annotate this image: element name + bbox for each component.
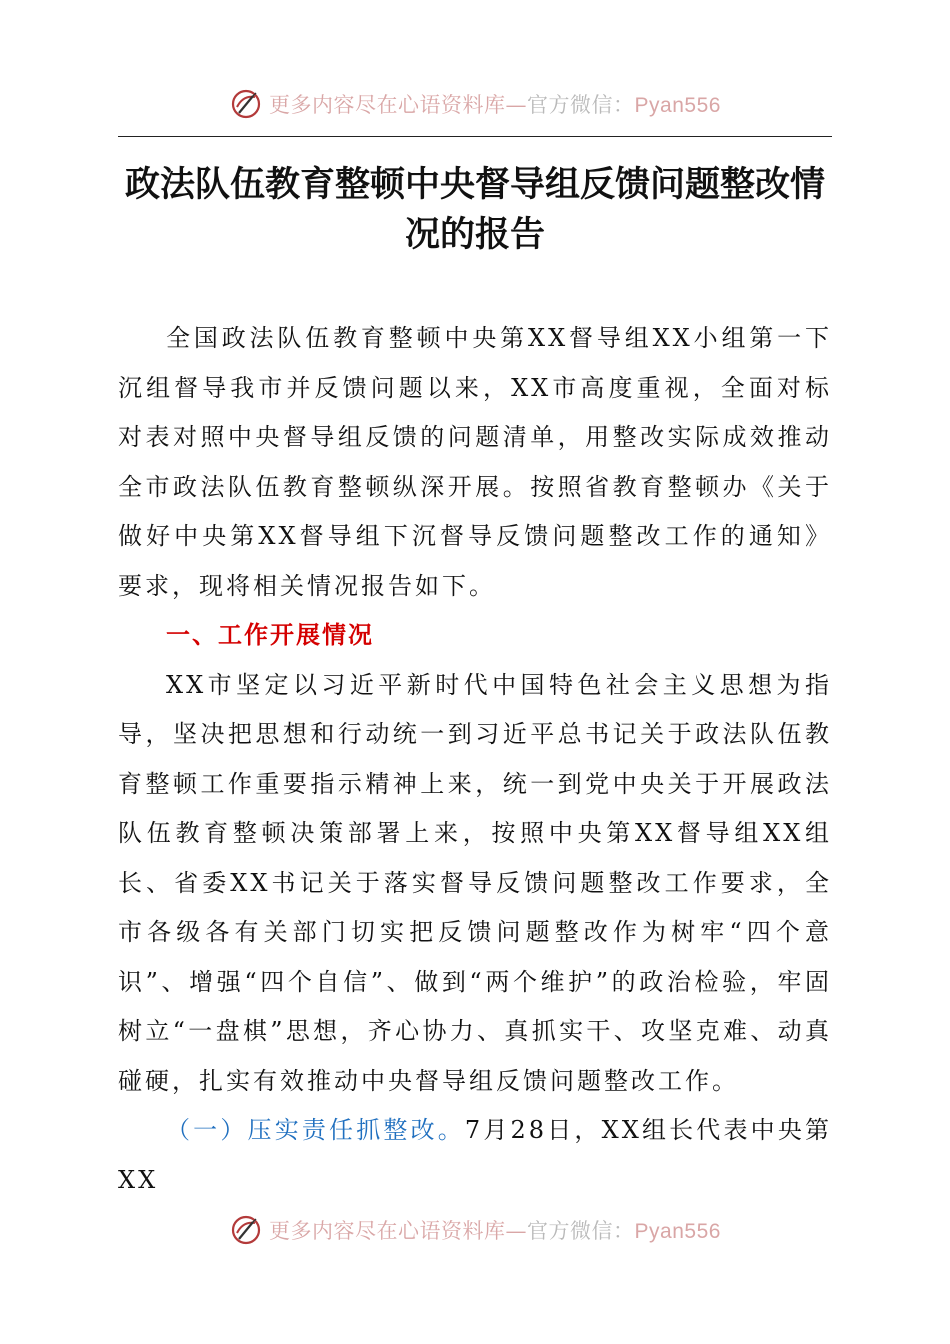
section-heading-1: 一、工作开展情况 [166,621,374,649]
watermark-dash: — [505,1219,528,1243]
watermark-wechat-label: 官方微信： [527,93,635,117]
title-line-2: 况的报告 [404,214,545,255]
watermark-site: 更多内容尽在心语资料库 [269,93,506,117]
title-line-1: 政法队伍教育整顿中央督导组反馈问题整改情 [124,164,825,205]
watermark-wechat-id: Pyan556 [634,1220,721,1243]
subsection-1-text: 7月28日，XX组长代表中央第XX [118,1116,832,1194]
header-divider [118,136,832,137]
watermark-dash: — [505,93,528,117]
watermark-site: 更多内容尽在心语资料库 [269,1219,506,1243]
intro-paragraph: 全国政法队伍教育整顿中央第XX督导组XX小组第一下沉组督导我市并反馈问题以来，XX市高度重视，全面对标对表对照中央督导组反馈的问题清单，用整改实际成效推动全市政法队伍教育整顿纵深开展。按照省教育整顿办《关于做好中央第XX督导组下沉督导反馈问题整改工作的通知》要求，现将相关情况报告如下。 [118,324,832,600]
document-title [118,160,832,260]
watermark-wechat-id: Pyan556 [634,94,721,117]
document-body [118,314,832,1205]
subsection-1-paragraph [118,1106,832,1205]
section-1-paragraph: XX市坚定以习近平新时代中国特色社会主义思想为指导，坚决把思想和行动统一到习近平总书记关于政法队伍教育整顿工作重要指示精神上来，统一到党中央关于开展政法队伍教育整顿决策部署上来，按照中央第XX督导组XX组长、省委XX书记关于落实督导反馈问题整改工作要求，全市各级各有关部门切实把反馈问题整改作为树牢“四个意识”、增强“四个自信”、做到“两个维护”的政治检验，牢固树立“一盘棋”思想，齐心协力、真抓实干、攻坚克难、动真碰硬，扎实有效推动中央督导组反馈问题整改工作。 [118,670,832,1095]
footer-watermark [0,1210,950,1250]
subsection-heading-1: （一）压实责任抓整改。 [166,1116,465,1144]
pen-seal-logo-icon [229,1213,263,1247]
header-watermark [0,84,950,124]
pen-seal-logo-icon [229,87,263,121]
watermark-text [269,89,721,119]
watermark-text [269,1215,721,1245]
watermark-wechat-label: 官方微信： [527,1219,635,1243]
